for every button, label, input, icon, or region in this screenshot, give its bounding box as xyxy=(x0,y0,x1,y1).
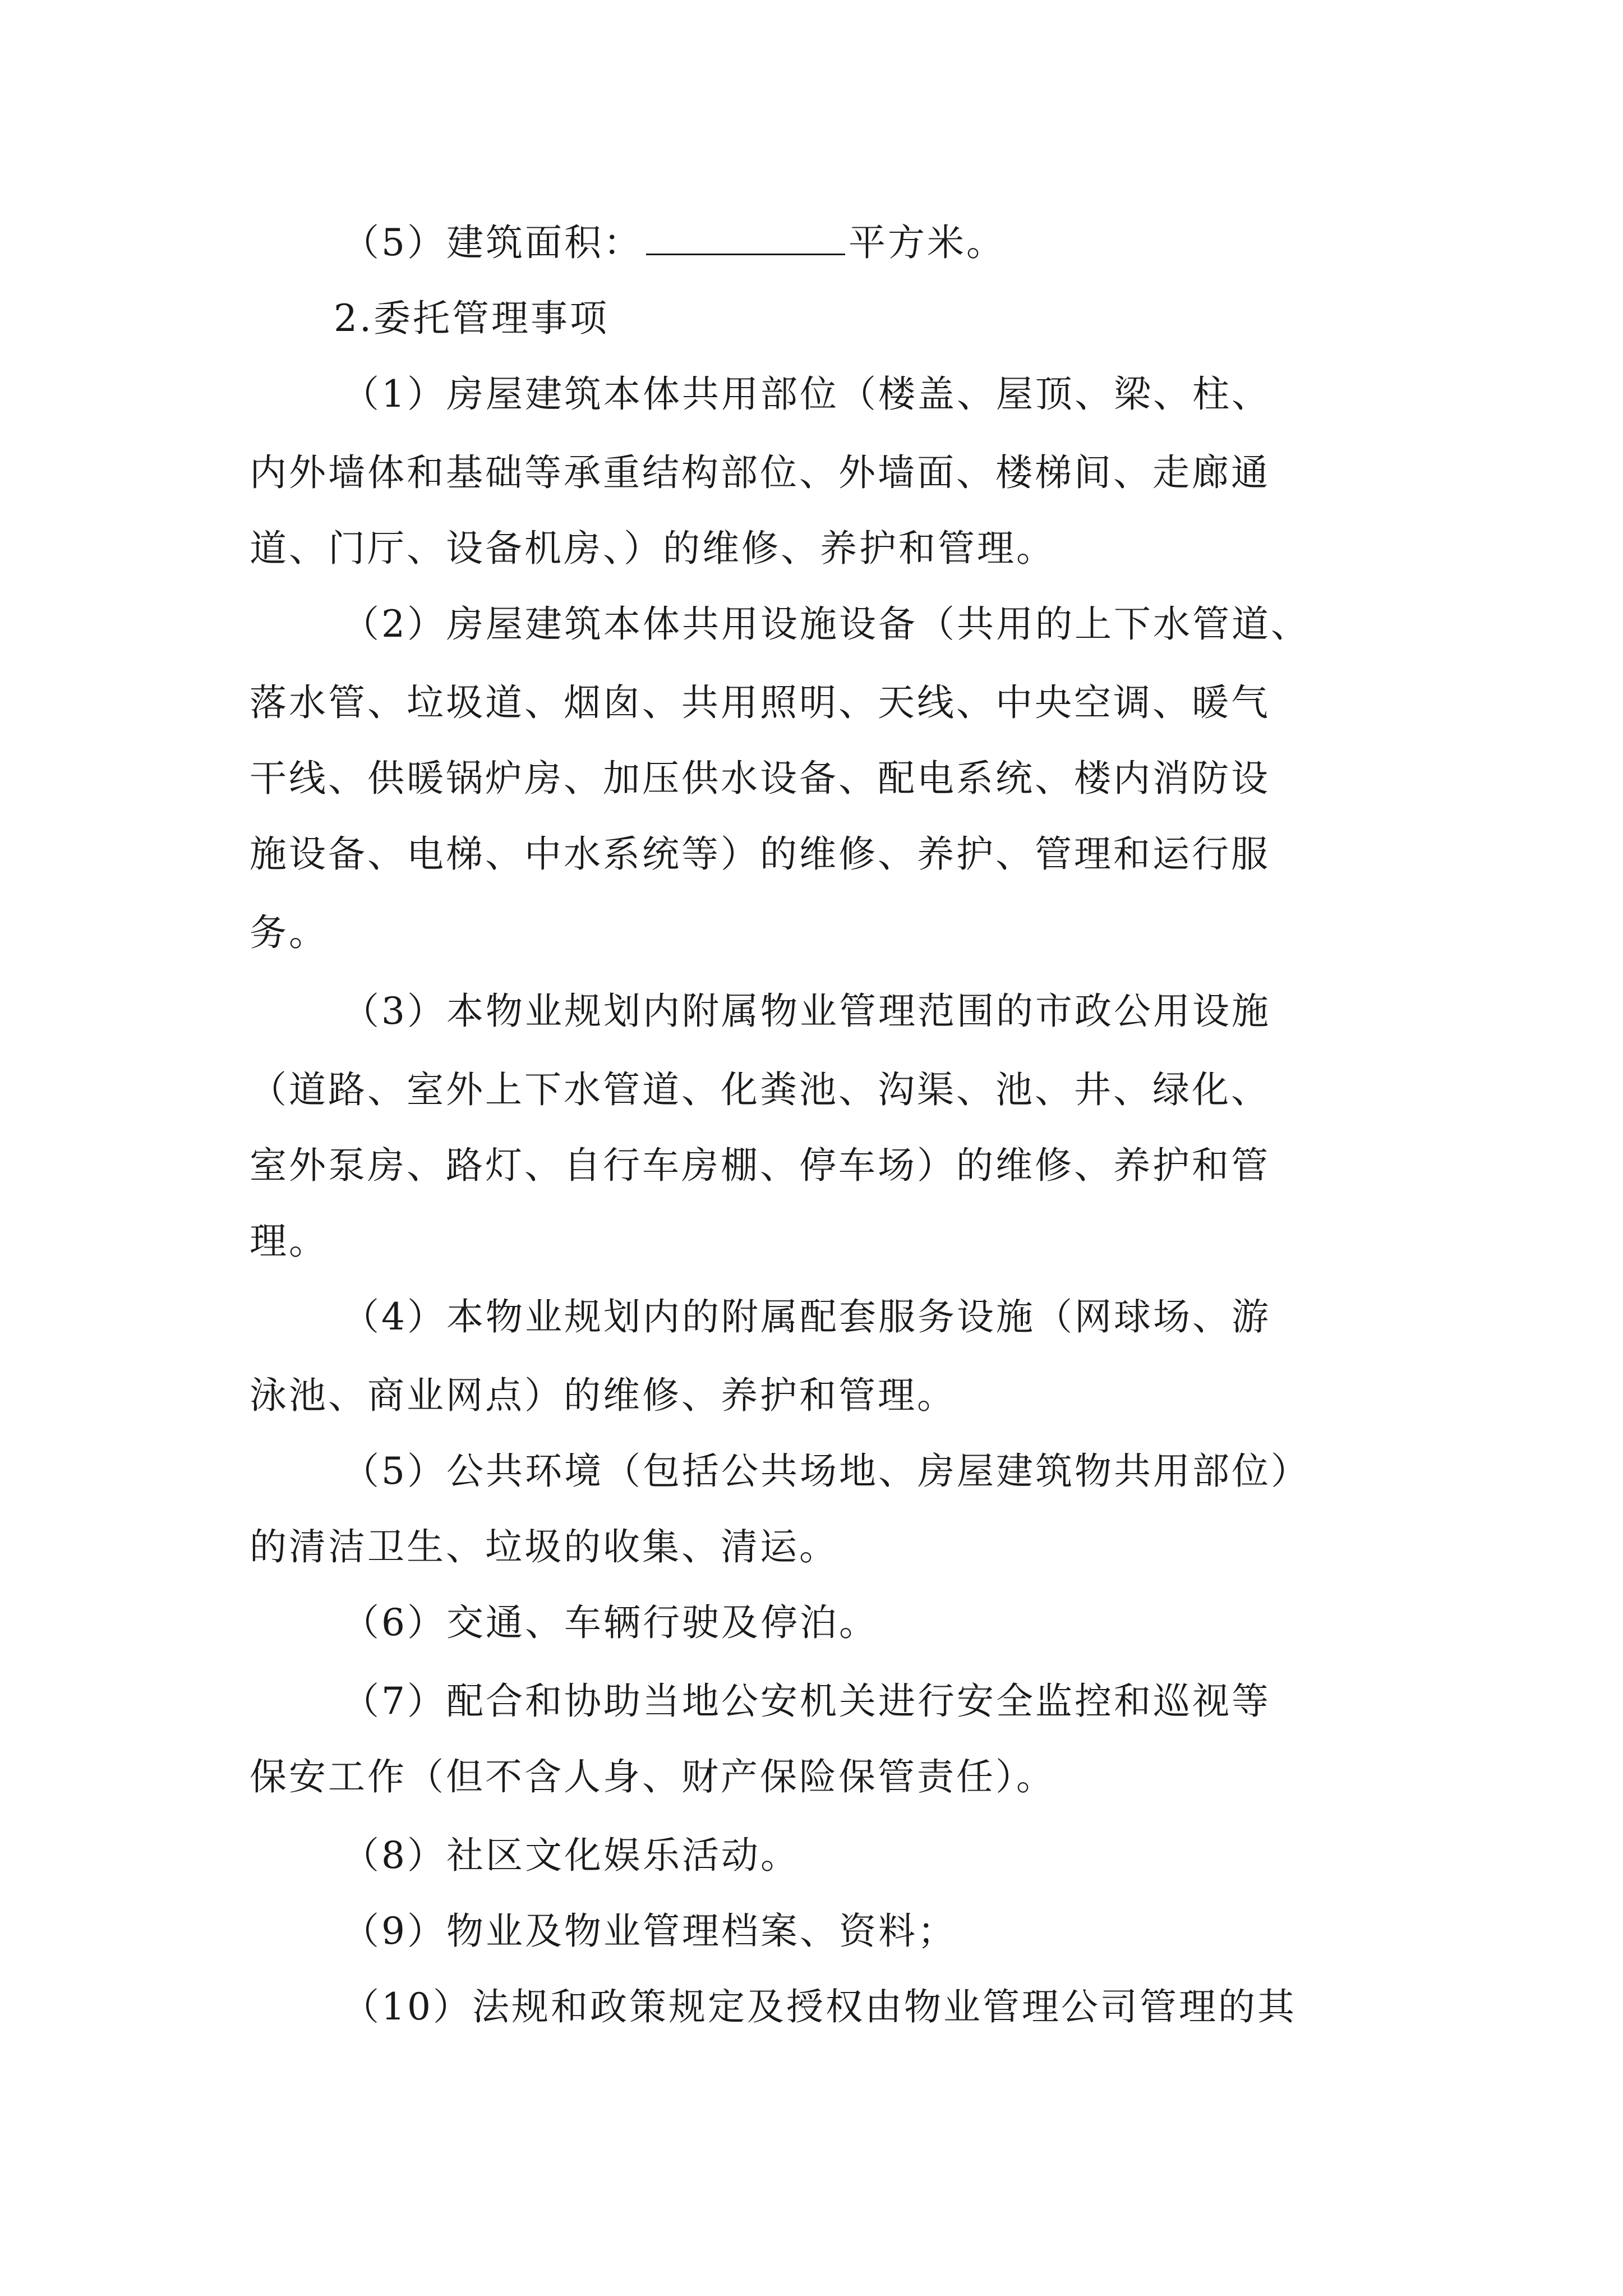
building-area-blank xyxy=(646,221,845,255)
item-4-line-1: （4）本物业规划内的附属配套服务设施（网球场、游 xyxy=(342,1295,1271,1338)
item-4-line-2: 泳池、商业网点）的维修、养护和管理。 xyxy=(250,1374,956,1417)
item-1-line-2: 内外墙体和基础等承重结构部位、外墙面、楼梯间、走廊通 xyxy=(250,451,1270,494)
item-8: （8）社区文化娱乐活动。 xyxy=(342,1834,800,1877)
item-3-line-3: 室外泵房、路灯、自行车房棚、停车场）的维修、养护和管 xyxy=(250,1144,1270,1187)
item-3-line-1: （3）本物业规划内附属物业管理范围的市政公用设施 xyxy=(342,990,1271,1033)
item-2-line-2: 落水管、垃圾道、烟囱、共用照明、天线、中央空调、暖气 xyxy=(250,681,1270,724)
item-2-line-4: 施设备、电梯、中水系统等）的维修、养护、管理和运行服 xyxy=(250,832,1270,876)
item-2-line-1: （2）房屋建筑本体共用设施设备（共用的上下水管道、 xyxy=(342,602,1310,646)
building-area-prefix: （5）建筑面积： xyxy=(342,221,643,264)
item-10: （10）法规和政策规定及授权由物业管理公司管理的其 xyxy=(342,1985,1297,2028)
item-9: （9）物业及物业管理档案、资料； xyxy=(342,1910,957,1953)
item-7-line-2: 保安工作（但不含人身、财产保险保管责任）。 xyxy=(250,1755,1055,1798)
item-2-line-3: 干线、供暖锅炉房、加压供水设备、配电系统、楼内消防设 xyxy=(250,757,1270,800)
building-area-suffix: 平方米。 xyxy=(849,221,1006,264)
section-2-title: 2.委托管理事项 xyxy=(334,297,609,340)
item-5-line-2: 的清洁卫生、垃圾的收集、清运。 xyxy=(250,1525,838,1568)
item-3-line-2: （道路、室外上下水管道、化粪池、沟渠、池、井、绿化、 xyxy=(250,1068,1270,1111)
item-3-line-4: 理。 xyxy=(250,1220,328,1263)
item-7-line-1: （7）配合和协助当地公安机关进行安全监控和巡视等 xyxy=(342,1680,1271,1723)
item-2-line-5: 务。 xyxy=(250,911,328,954)
item-5-line-1: （5）公共环境（包括公共场地、房屋建筑物共用部位） xyxy=(342,1450,1310,1493)
building-area-line xyxy=(342,216,1006,270)
item-1-line-3: 道、门厅、设备机房、）的维修、养护和管理。 xyxy=(250,527,1055,570)
item-6: （6）交通、车辆行驶及停泊。 xyxy=(342,1601,878,1644)
item-1-line-1: （1）房屋建筑本体共用部位（楼盖、屋顶、梁、柱、 xyxy=(342,372,1271,416)
